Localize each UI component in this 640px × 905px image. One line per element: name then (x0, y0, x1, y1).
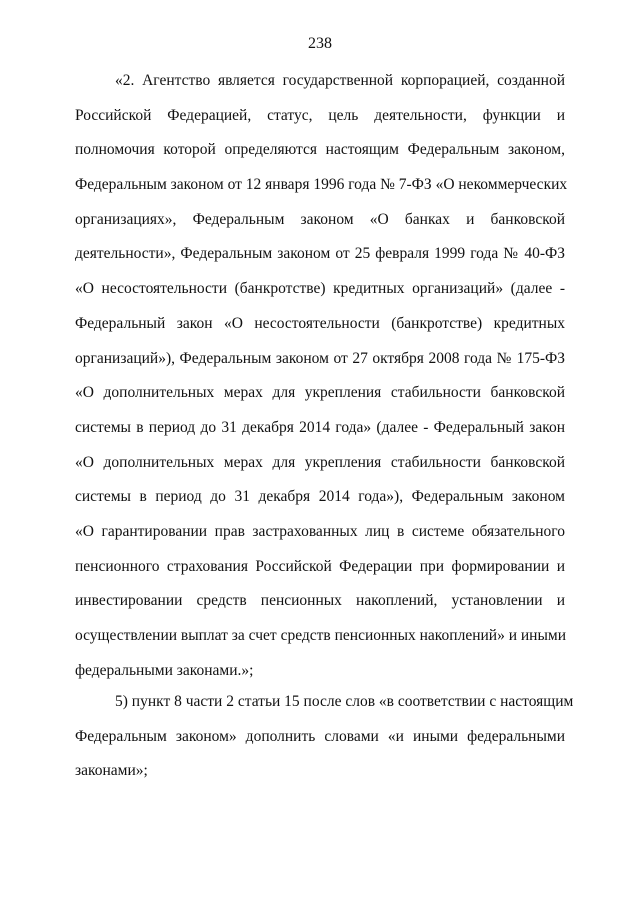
text-line: пенсионного страхования Российской Федерации при формировании и (75, 557, 565, 575)
text-line: системы в период до 31 декабря 2014 года»), Федеральным законом (75, 488, 565, 506)
text-line: «2. Агентство является государственной корпорацией, созданной (115, 72, 565, 89)
text-line: «О гарантировании прав застрахованных лиц в системе обязательного (75, 522, 565, 540)
text-line: организациях», Федеральным законом «О банках и банковской (75, 210, 565, 228)
text-line: деятельности», Федеральным законом от 25 февраля 1999 года № 40-ФЗ (75, 245, 565, 263)
text-line: Федеральным законом» дополнить словами «и иными федеральными (75, 727, 565, 745)
text-line: Федеральный закон «О несостоятельности (банкротстве) кредитных (75, 314, 565, 332)
text-line: Федеральным законом от 12 января 1996 года № 7-ФЗ «О некоммерческих (75, 176, 568, 194)
text-line: законами»; (75, 762, 148, 780)
text-line: системы в период до 31 декабря 2014 года» (далее - Федеральный закон (75, 418, 565, 436)
text-line: инвестировании средств пенсионных накоплений, установлении и (75, 592, 565, 610)
text-line: 5) пункт 8 части 2 статьи 15 после слов «в соответствии с настоящим (115, 693, 574, 710)
text-line: федеральными законами.»; (75, 661, 254, 679)
text-line: полномочия которой определяются настоящим Федеральным законом, (75, 141, 565, 159)
paragraph-item-5 (75, 685, 574, 789)
page-number: 238 (308, 35, 332, 52)
text-line: осуществлении выплат за счет средств пенсионных накоплений» и иными (75, 627, 566, 644)
text-line: «О несостоятельности (банкротстве) кредитных организаций» (далее - (75, 280, 565, 298)
text-line: организаций»), Федеральным законом от 27 октября 2008 года № 175-ФЗ (75, 349, 565, 367)
paragraph-agency-status (75, 64, 568, 688)
text-line: «О дополнительных мерах для укрепления стабильности банковской (75, 453, 565, 471)
text-line: Российской Федерацией, статус, цель деятельности, функции и (75, 106, 565, 124)
text-line: «О дополнительных мерах для укрепления стабильности банковской (75, 384, 565, 402)
